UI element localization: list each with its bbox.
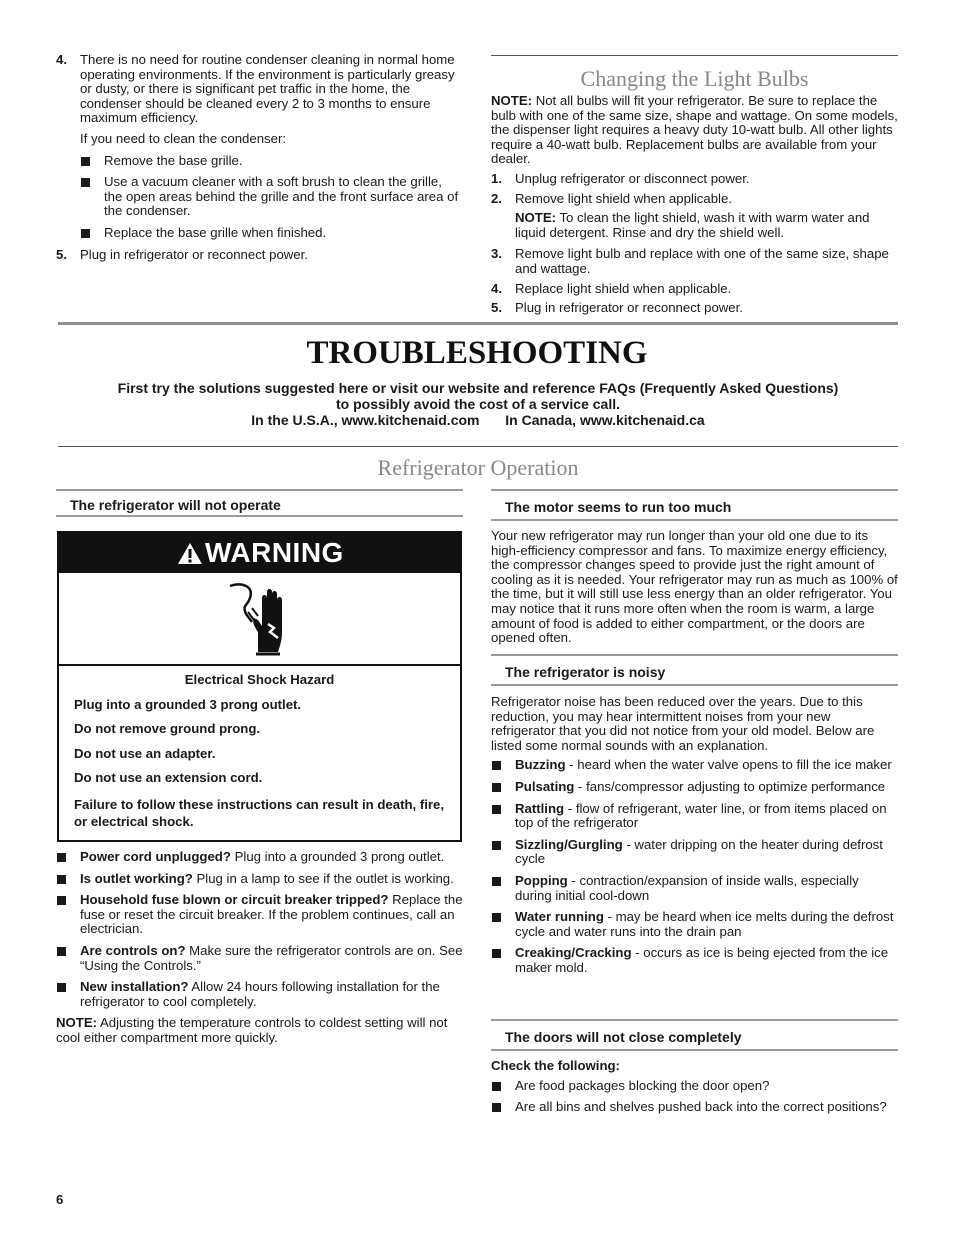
troubleshooting-rule (58, 322, 898, 325)
warning-line: Do not use an adapter. (74, 745, 216, 761)
troubleshooting-intro: First try the solutions suggested here or visit our website and reference FAQs (Frequently Asked Questions) to possibly avoid the cost of a service call. In the U.S.A., www.kitchenaid.com In Canada, www.kitchenaid.ca (117, 380, 839, 428)
us-website-link[interactable]: In the U.S.A., www.kitchenaid.com (251, 412, 480, 428)
warning-line: Failure to follow these instructions can result in death, fire, or electrical shock. (74, 796, 445, 829)
list-item: Sizzling/Gurgling - water dripping on the heater during defrost cycle (491, 838, 898, 867)
warning-line: Do not use an extension cord. (74, 770, 263, 786)
list-item: Rattling - flow of refrigerant, water line, or from items placed on top of the refrigerator (491, 802, 898, 831)
shock-hazard-image (59, 573, 460, 666)
motor-heading: The motor seems to run too much (491, 489, 898, 521)
operation-divider (58, 446, 898, 447)
list-item: Are all bins and shelves pushed back into the correct positions? (491, 1100, 898, 1115)
list-item: 1. Unplug refrigerator or disconnect power. (491, 170, 750, 186)
light-shield-note: NOTE: To clean the light shield, wash it with warm water and liquid detergent. Rinse and dry the shield well. (515, 210, 870, 240)
motor-text: Your new refrigerator may run longer than your old one due to its high-efficiency compressor and fans. To maximize energy efficiency, the compressor changes speed to provide just the right amount of cooling as it is needed. Your refrigerator may run as much as 100% of the time, but it will still use less energy than an older refrigerator. You may notice that it runs more often when the room is warm, a large amount of food is added to either compartment, or the doors are opened often. (491, 528, 898, 646)
canada-website-link[interactable]: In Canada, www.kitchenaid.ca (505, 412, 705, 428)
list-item: Are food packages blocking the door open? (491, 1079, 898, 1094)
noisy-heading: The refrigerator is noisy (491, 654, 898, 686)
condenser-intro: If you need to clean the condenser: (80, 130, 287, 146)
list-item: Use a vacuum cleaner with a soft brush to clean the grille, the open areas behind the grille and the front surface area of the condenser. (80, 175, 463, 219)
list-item: Pulsating - fans/compressor adjusting to optimize performance (491, 780, 898, 795)
list-item: 5. Plug in refrigerator or reconnect power. (56, 246, 308, 262)
warning-triangle-icon (177, 542, 203, 565)
list-item: Creaking/Cracking - occurs as ice is being ejected from the ice maker mold. (491, 946, 898, 975)
warning-label: WARNING (205, 537, 344, 568)
doors-check-label: Check the following: (491, 1058, 620, 1073)
list-item: Household fuse blown or circuit breaker tripped? Replace the fuse or reset the circuit breaker. If the problem continues, call an electrician. (56, 893, 465, 937)
doors-heading: The doors will not close completely (491, 1019, 898, 1051)
light-bulbs-note: NOTE: Not all bulbs will fit your refrigerator. Be sure to replace the bulb with one of the same size, shape and wattage. On some models, the dispenser light requires a heavy duty 10-watt bulb. All other lights require a 40-watt bulb. Replacement bulbs are available from your dealer. (491, 93, 898, 167)
refrigerator-operation-title: Refrigerator Operation (377, 455, 579, 480)
list-item: Buzzing - heard when the water valve opens to fill the ice maker (491, 758, 898, 773)
coldest-setting-note: NOTE: Adjusting the temperature controls to coldest setting will not cool either compartment more quickly. (56, 1015, 448, 1045)
list-item: 4. There is no need for routine condenser cleaning in normal home operating environments. If the environment is particularly greasy or dusty, or there is significant pet traffic in the home, the condenser should be cleaned every 2 to 3 months to ensure maximum efficiency. (56, 52, 455, 126)
condenser-section (56, 53, 463, 262)
electrical-shock-hand-icon (224, 580, 296, 658)
warning-line: Plug into a grounded 3 prong outlet. (74, 696, 302, 712)
list-item: Are controls on? Make sure the refrigerator controls are on. See “Using the Controls.” (56, 944, 465, 973)
list-item: New installation? Allow 24 hours following installation for the refrigerator to cool completely. (56, 980, 465, 1009)
list-item: Water running - may be heard when ice melts during the defrost cycle and water runs into the drain pan (491, 910, 898, 939)
warning-line: Do not remove ground prong. (74, 721, 261, 737)
list-item: Replace the base grille when finished. (80, 226, 463, 241)
light-bulbs-divider (491, 55, 898, 56)
light-bulbs-section (491, 94, 898, 316)
list-item: Remove the base grille. (80, 154, 463, 169)
warning-hazard-title: Electrical Shock Hazard (184, 672, 335, 687)
noisy-section (491, 695, 898, 976)
will-not-operate-heading: The refrigerator will not operate (56, 489, 463, 517)
warning-banner (59, 533, 460, 573)
page-number: 6 (56, 1192, 64, 1207)
list-item: 4. Replace light shield when applicable. (491, 280, 732, 296)
will-not-operate-list (56, 850, 465, 1046)
list-item: 3. Remove light bulb and replace with one of the same size, shape and wattage. (491, 246, 889, 276)
light-bulbs-title: Changing the Light Bulbs (580, 66, 809, 91)
list-item: Power cord unplugged? Plug into a grounded 3 prong outlet. (56, 850, 465, 865)
doors-section (491, 1059, 898, 1115)
warning-box (57, 531, 462, 842)
list-item: Is outlet working? Plug in a lamp to see if the outlet is working. (56, 872, 465, 887)
list-item: 5. Plug in refrigerator or reconnect power. (491, 300, 743, 316)
list-item: 2. Remove light shield when applicable. (491, 190, 732, 206)
list-item: Popping - contraction/expansion of inside walls, especially during initial cool-down (491, 874, 898, 903)
page-title: TROUBLESHOOTING (306, 335, 648, 371)
noisy-text: Refrigerator noise has been reduced over the years. Due to this reduction, you may hear intermittent noises from your new refrigerator that you did not notice from your old model. Below are listed some normal sounds with an explanation. (491, 694, 875, 753)
